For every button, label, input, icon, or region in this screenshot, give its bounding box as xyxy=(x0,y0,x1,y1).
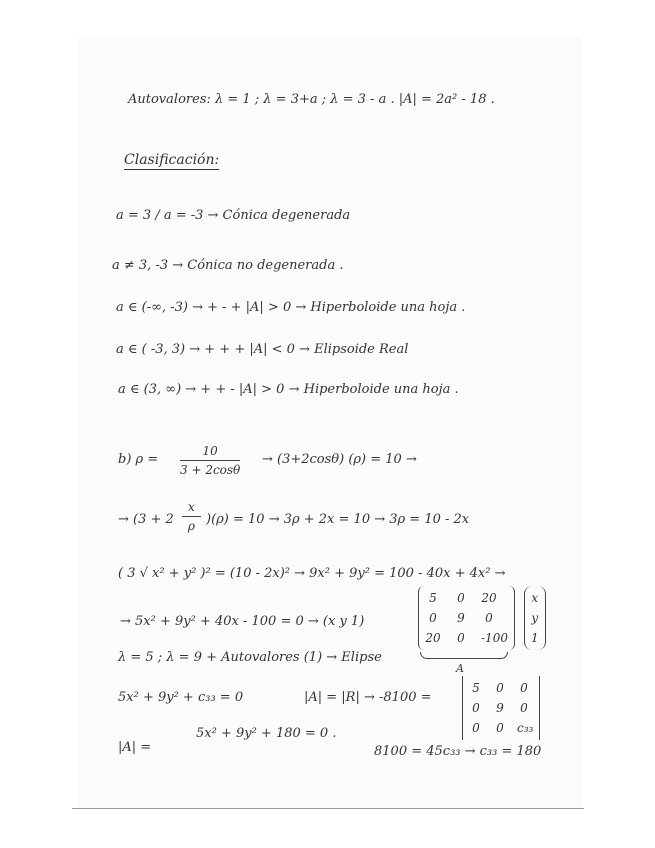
substitution-right: )(ρ) = 10 → 3ρ + 2x = 10 → 3ρ = 10 - 2x xyxy=(206,512,470,527)
determinant-cell: 9 xyxy=(496,701,504,715)
matrix-a-cell: 0 xyxy=(457,591,465,605)
x-over-rho-fraction xyxy=(182,500,201,533)
determinant-equality: |A| = |R| → -8100 = xyxy=(304,690,432,705)
polar-fraction-numerator: 10 xyxy=(180,444,240,461)
x-over-rho-denominator: ρ xyxy=(187,519,195,533)
matrix-a-cell: -100 xyxy=(481,631,508,645)
matrix-a-row xyxy=(425,588,508,608)
determinant-cell: 0 xyxy=(520,681,528,695)
determinant-cell: 0 xyxy=(472,721,480,735)
matrix-a-cell: 20 xyxy=(425,631,441,645)
matrix-a-cell: 20 xyxy=(481,591,497,605)
determinant-cell: c₃₃ xyxy=(517,721,534,735)
squared-equation-line: ( 3 √ x² + y² )² = (10 - 2x)² → 9x² + 9y² = 100 - 40x + 4x² → xyxy=(118,566,506,581)
determinant-cell: 0 xyxy=(472,701,480,715)
classification-degenerate: a = 3 / a = -3 → Cónica degenerada xyxy=(116,208,351,223)
part-b-polar-label: b) ρ = xyxy=(118,452,159,467)
matrix-a-label: A xyxy=(456,662,464,675)
matrix-a-cell: 0 xyxy=(429,611,437,625)
c33-solution: 8100 = 45c₃₃ → c₃₃ = 180 xyxy=(374,744,542,759)
classification-heading: Clasificación: xyxy=(124,152,220,168)
classification-non-degenerate: a ≠ 3, -3 → Cónica no degenerada . xyxy=(112,258,344,273)
quadric-equation-line: → 5x² + 9y² + 40x - 100 = 0 → (x y 1) xyxy=(120,614,365,629)
substitution-left: → (3 + 2 xyxy=(118,512,174,527)
matrix-a-row xyxy=(425,628,508,648)
classification-interval-3: a ∈ (3, ∞) → + + - |A| > 0 → Hiperboloide una hoja . xyxy=(118,382,459,397)
column-vector xyxy=(524,586,546,650)
matrix-a-cell: 0 xyxy=(485,611,493,625)
page-bottom-rule xyxy=(72,808,584,809)
matrix-a-cell: 9 xyxy=(457,611,465,625)
matrix-underbrace xyxy=(420,652,508,659)
matrix-a-cell: 0 xyxy=(457,631,465,645)
determinant-cell: 0 xyxy=(496,721,504,735)
determinant-label: |A| = xyxy=(118,740,152,755)
vector-entry: y xyxy=(531,611,539,625)
determinant-row xyxy=(469,718,533,738)
determinant-cell: 0 xyxy=(496,681,504,695)
determinant-row xyxy=(469,698,533,718)
final-equation: 5x² + 9y² + 180 = 0 . xyxy=(196,726,337,741)
polar-equation-rearranged: → (3+2cosθ) (ρ) = 10 → xyxy=(262,452,417,467)
x-over-rho-numerator: x xyxy=(182,500,201,517)
matrix-a-row xyxy=(425,608,508,628)
eigenvalues-line: Autovalores: λ = 1 ; λ = 3+a ; λ = 3 - a . |A| = 2a² - 18 . xyxy=(128,92,495,107)
matrix-a xyxy=(418,586,515,650)
vector-entry: x xyxy=(531,591,539,605)
reduced-equation: 5x² + 9y² + c₃₃ = 0 xyxy=(118,690,244,705)
classification-interval-2: a ∈ ( -3, 3) → + + + |A| < 0 → Elipsoide Real xyxy=(116,342,409,357)
vector-entry: 1 xyxy=(531,631,539,645)
matrix-a-cell: 5 xyxy=(429,591,437,605)
eigenvalues-ellipse-line: λ = 5 ; λ = 9 + Autovalores (1) → Elipse xyxy=(118,650,382,665)
determinant-row xyxy=(469,678,533,698)
determinant-cell: 0 xyxy=(520,701,528,715)
classification-interval-1: a ∈ (-∞, -3) → + - + |A| > 0 → Hiperboloide una hoja . xyxy=(116,300,466,315)
polar-fraction-denominator: 3 + 2cosθ xyxy=(180,463,241,477)
polar-fraction xyxy=(180,444,240,477)
determinant-matrix xyxy=(462,676,540,740)
determinant-cell: 5 xyxy=(472,681,480,695)
